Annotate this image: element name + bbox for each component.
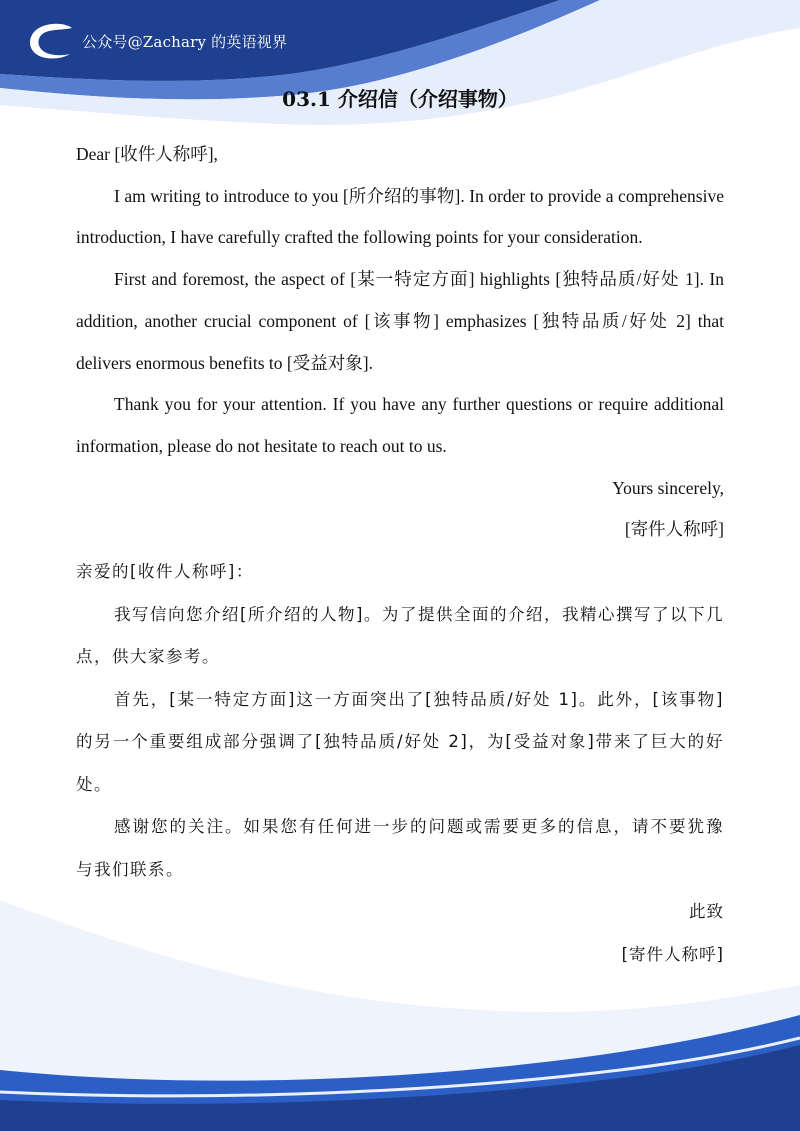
chinese-closing: 此致 <box>689 902 724 922</box>
english-closing: Yours sincerely, <box>612 477 724 498</box>
brand-logo-icon <box>28 22 76 60</box>
brand-text: 公众号@Zachary 的英语视界 <box>82 32 288 51</box>
english-paragraph-3: Thank you for your attention. If you have any further questions or require additional information, please do not hesitate to reach out to us. <box>76 394 724 456</box>
english-signature: [寄件人称呼] <box>624 519 724 540</box>
english-paragraph-1: I am writing to introduce to you [所介绍的事物]. In order to provide a comprehensive introduction, I have carefully crafted the following points for your consideration. <box>76 185 724 248</box>
letter-body <box>76 84 724 976</box>
chinese-paragraph-3: 感谢您的关注。如果您有任何进一步的问题或需要更多的信息，请不要犹豫与我们联系。 <box>76 817 724 879</box>
header-brand <box>28 22 287 60</box>
chinese-greeting: 亲爱的[收件人称呼]： <box>76 562 254 582</box>
chinese-paragraph-1: 我写信向您介绍[所介绍的人物]。为了提供全面的介绍，我精心撰写了以下几点，供大家参考。 <box>76 604 724 667</box>
chinese-signature: [寄件人称呼] <box>621 944 724 964</box>
english-paragraph-2: First and foremost, the aspect of [某一特定方面] highlights [独特品质/好处 1]. In addition, another crucial component of [该事物] emphasizes [独特品质/好处 2] that delivers enormous benefits to [受益对象]. <box>76 269 724 373</box>
page-title: 03.1 介绍信（介绍事物） <box>282 87 518 111</box>
chinese-paragraph-2: 首先，[某一特定方面]这一方面突出了[独特品质/好处 1]。此外，[该事物]的另一个重要组成部分强调了[独特品质/好处 2]，为[受益对象]带来了巨大的好处。 <box>76 689 724 794</box>
english-greeting: Dear [收件人称呼], <box>76 144 218 164</box>
